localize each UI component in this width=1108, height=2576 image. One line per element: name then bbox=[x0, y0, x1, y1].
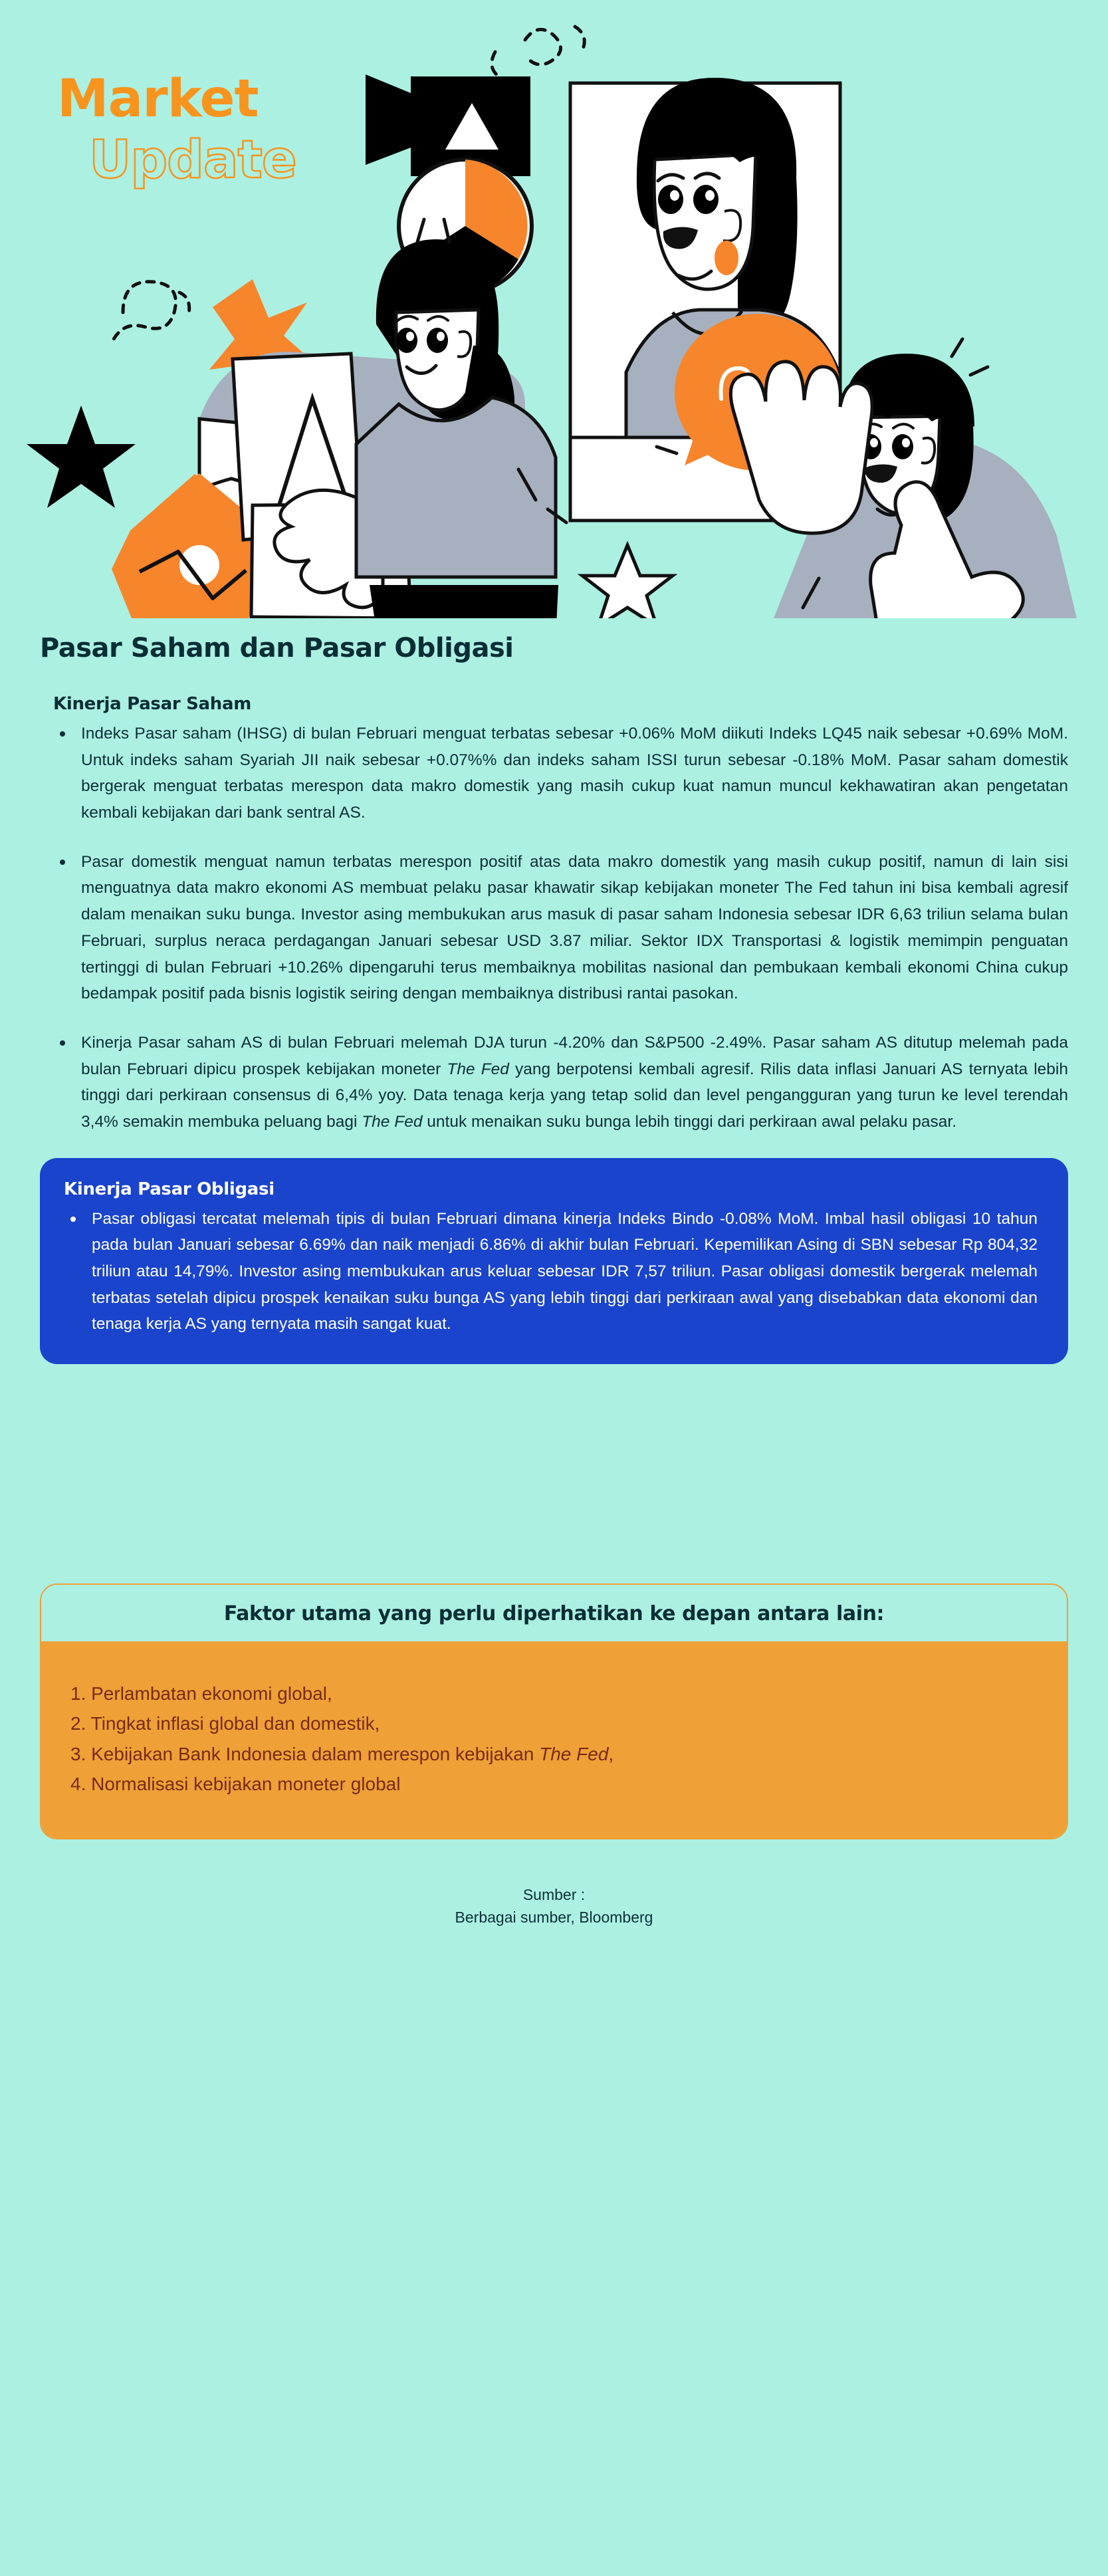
list-item bbox=[70, 1708, 1067, 1738]
factor-text: 1. Perlambatan ekonomi global, bbox=[70, 1683, 332, 1704]
factors-body bbox=[41, 1641, 1067, 1837]
source-label: Sumber : bbox=[522, 1885, 586, 1903]
list-item bbox=[70, 1739, 1067, 1769]
list-item bbox=[53, 1030, 1068, 1135]
factors-panel bbox=[40, 1583, 1068, 1839]
bullet3-part2: yang berpotensi kembali agresif. Rilis data inflasi Januari AS ternyata lebih tinggi dari perkiraan consensus di 6,4% yoy. Data tenaga kerja yang tetap solid dan level pengangguran yang turun ke level terendah 3,4% semakin membuka peluang bagi bbox=[81, 1060, 1068, 1131]
factor-text: 4. Normalisasi kebijakan moneter global bbox=[70, 1774, 401, 1795]
list-item: Pasar domestik menguat namun terbatas merespon positif atas data makro domestik yang masih cukup positif, namun di lain sisi menguatnya data makro ekonomi AS membuat pelaku pasar khawatir sikap kebijakan moneter The Fed tahun ini bisa kembali agresif dalam menaikan suku bunga. Investor asing membukukan arus masuk di pasar saham Indonesia sebesar IDR 6,63 triliun selama bulan Februari, surplus neraca perdagangan Januari sebesar USD 3.87 miliar. Sektor IDX Transportasi & logistik memimpin penguatan tertinggi di bulan Februari +10.26% dipengaruhi terus membaiknya mobilitas nasional dan pembukaan kembali ekonomi China cukup bedampak positif pada bisnis logistik seiring dengan membaiknya distribusi rantai pasokan. bbox=[53, 849, 1068, 1007]
source-value: Berbagai sumber, Bloomberg bbox=[455, 1909, 653, 1927]
list-item bbox=[70, 1679, 1067, 1708]
bond-market-bullet-list bbox=[60, 1206, 1038, 1338]
list-item bbox=[70, 1769, 1067, 1799]
bullet3-part1: Kinerja Pasar saham AS di bulan Februari melemah DJA turun -4.20% dan S&P500 -2.49%. Pasar saham AS ditutup melemah pada bulan Februari dipicu prospek kebijakan moneter bbox=[81, 1033, 1068, 1078]
stock-market-bullet-list bbox=[40, 721, 1068, 1135]
source-footer bbox=[40, 1883, 1068, 1956]
list-item: Pasar obligasi tercatat melemah tipis di bulan Februari dimana kinerja Indeks Bindo -0.08% MoM. Imbal hasil obligasi 10 tahun pada bulan Januari sebesar 6.69% dan naik menjadi 6.86% di akhir bulan Februari. Kepemilikan Asing di SBN sebesar Rp 804,32 triliun atau 14,79%. Investor asing membukukan arus keluar sebesar IDR 7,57 triliun. Pasar obligasi domestik bergerak melemah terbatas setelah dipicu prospek kenaikan suku bunga AS yang lebih tinggi dari perkiraan awal yang disebabkan data ekonomi dan tenaga kerja AS yang ternyata masih sangat kuat. bbox=[64, 1206, 1038, 1338]
earring bbox=[715, 241, 738, 275]
list-item: Indeks Pasar saham (IHSG) di bulan Februari menguat terbatas sebesar +0.06% MoM diikuti Indeks LQ45 naik sebesar +0.69% MoM. Untuk indeks saham Syariah JII naik sebesar +0.07%% dan indeks saham ISSI turun sebesar -0.18% MoM. Pasar saham domestik bergerak menguat terbatas merespon data makro domestik yang masih cukup kuat namun muncul kekhawatiran akan pengetatan kembali kebijakan dari bank sentral AS. bbox=[53, 721, 1068, 826]
factors-list bbox=[70, 1679, 1067, 1799]
factor-text: 3. Kebijakan Bank Indonesia dalam merespon kebijakan bbox=[70, 1743, 540, 1764]
stock-market-section bbox=[40, 694, 1068, 1135]
factor-italic: The Fed bbox=[539, 1743, 609, 1764]
factor-text: 2. Tingkat inflasi global dan domestik, bbox=[70, 1713, 380, 1734]
stock-market-heading: Kinerja Pasar Saham bbox=[53, 694, 252, 714]
bullet3-italic1: The Fed bbox=[447, 1060, 509, 1078]
hero-artwork bbox=[0, 0, 1108, 618]
bond-market-heading: Kinerja Pasar Obligasi bbox=[64, 1179, 275, 1199]
hero-title-main: Market bbox=[57, 69, 259, 129]
bullet3-part3: untuk menaikan suku bunga lebih tinggi dari perkiraan awal pelaku pasar. bbox=[422, 1112, 957, 1131]
bond-market-panel bbox=[40, 1158, 1068, 1364]
content-area bbox=[0, 633, 1108, 1956]
factors-heading: Faktor utama yang perlu diperhatikan ke depan antara lain: bbox=[41, 1585, 1067, 1641]
page-title: Pasar Saham dan Pasar Obligasi bbox=[40, 633, 514, 663]
factor-text-after: , bbox=[608, 1743, 614, 1764]
hero-illustration-banner bbox=[0, 0, 1108, 618]
bullet3-italic2: The Fed bbox=[362, 1112, 423, 1131]
